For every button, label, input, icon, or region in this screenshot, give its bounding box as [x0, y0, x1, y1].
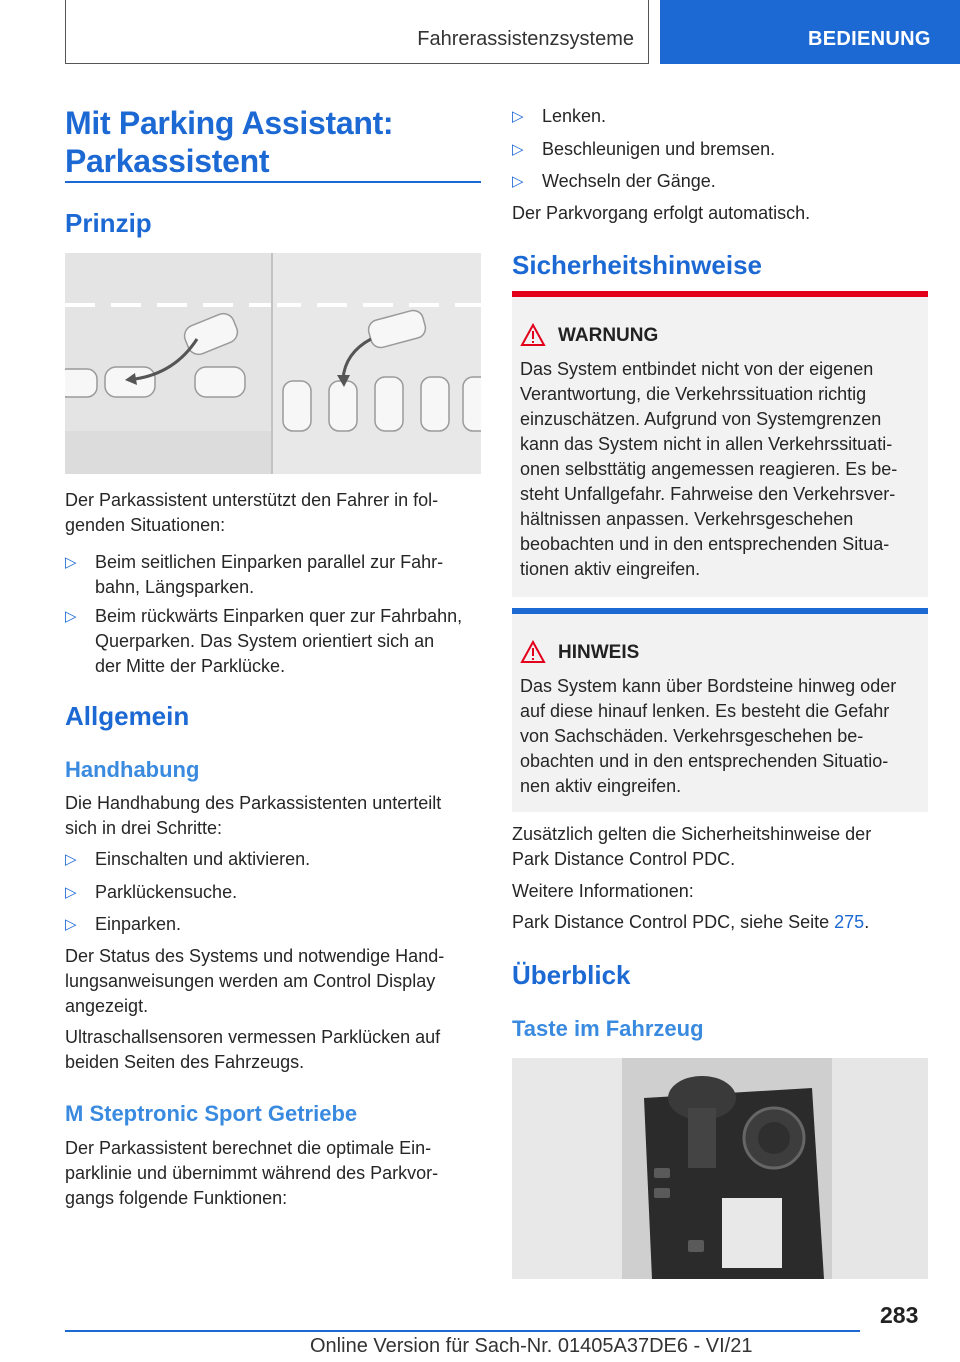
- center-console-photo: [512, 1058, 928, 1279]
- bullet-triangle-icon: ▷: [65, 884, 77, 901]
- footer-rule: [65, 1330, 860, 1332]
- prinzip-intro-line: Der Parkassistent unterstützt den Fahrer in fol-: [65, 490, 439, 510]
- auto-text: Der Parkvorgang erfolgt automatisch.: [512, 203, 811, 223]
- bullet-triangle-icon: ▷: [512, 141, 524, 158]
- list-item-text: Beim rückwärts Einparken quer zur Fahrbahn,: [95, 606, 463, 626]
- heading-handhabung: Handhabung: [65, 757, 200, 782]
- weitere-info: Weitere Informationen:: [512, 881, 694, 901]
- steptronic-text-line: gangs folgende Funktionen:: [65, 1188, 288, 1208]
- notice-label: [520, 642, 639, 664]
- header-chapter-title: Fahrerassistenzsysteme: [417, 28, 634, 50]
- handhabung-status: [65, 944, 485, 1019]
- handhabung-intro-line: Die Handhabung des Parkassistenten unterteilt: [65, 793, 442, 813]
- page-number: 283: [880, 1302, 919, 1328]
- bullet-triangle-icon: ▷: [65, 554, 77, 571]
- list-item: [512, 169, 928, 194]
- notice-text-line: obachten und in den entsprechenden Situatio-: [520, 751, 889, 771]
- warning-label-text: WARNUNG: [558, 325, 659, 346]
- heading-taste: Taste im Fahrzeug: [512, 1016, 704, 1041]
- list-item-text: Beschleunigen und bremsen.: [542, 139, 776, 159]
- notice-label-text: HINWEIS: [558, 642, 640, 663]
- chapter-title-line1: Mit Parking Assistant:: [65, 105, 394, 141]
- center-console-graphic: [512, 1058, 928, 1279]
- list-item-text: Einschalten und aktivieren.: [95, 849, 311, 869]
- warning-text-line: einzuschätzen. Aufgrund von Systemgrenzen: [520, 409, 882, 429]
- warning-text-line: beobachten und in den entsprechenden Situa-: [520, 534, 890, 554]
- handhabung-ultraschall: [65, 1025, 485, 1075]
- warning-text-line: steht Unfallgefahr. Fahrweise den Verkehrsver-: [520, 484, 896, 504]
- page-link[interactable]: 275: [834, 912, 865, 932]
- bullet-triangle-icon: ▷: [65, 916, 77, 933]
- heading-allgemein: Allgemein: [65, 701, 190, 731]
- list-item-text: Beim seitlichen Einparken parallel zur Fahr-: [95, 552, 444, 572]
- warning-text-line: onen selbsttätig angemessen reagieren. Es be-: [520, 459, 898, 479]
- zusatz-text-line: Zusätzlich gelten die Sicherheitshinweise der: [512, 824, 872, 844]
- notice-box: [512, 608, 928, 812]
- warning-text-line: Verantwortung, die Verkehrssituation richtig: [520, 384, 867, 404]
- zusatz-text: [512, 822, 928, 872]
- list-item-text: Lenken.: [542, 106, 607, 126]
- list-item-text: Wechseln der Gänge.: [542, 171, 716, 191]
- notice-triangle-icon: [520, 640, 546, 664]
- heading-ueberblick: Überblick: [512, 960, 631, 990]
- list-item-text: Querparken. Das System orientiert sich an: [95, 631, 435, 651]
- heading-sicherheitshinweise: Sicherheitshinweise: [512, 250, 762, 280]
- warning-text-line: hältnissen anpassen. Verkehrsgeschehen: [520, 509, 854, 529]
- handhabung-intro: [65, 791, 481, 841]
- warning-text-line: tionen aktiv eingreifen.: [520, 559, 701, 579]
- warning-triangle-icon: [520, 323, 546, 347]
- warning-text-line: Das System entbindet nicht von der eigenen: [520, 359, 874, 379]
- header-section-tab: [660, 0, 960, 64]
- parking-illustration: [65, 253, 481, 474]
- heading-steptronic: M Steptronic Sport Getriebe: [65, 1101, 358, 1126]
- list-item-text: Einparken.: [95, 914, 182, 934]
- chapter-title-rule: [65, 181, 481, 183]
- list-item-text: bahn, Längsparken.: [95, 577, 255, 597]
- list-item: [512, 137, 928, 162]
- prinzip-intro-line: genden Situationen:: [65, 515, 226, 535]
- footer-text: Online Version für Sach-Nr. 01405A37DE6 - VI/21: [310, 1335, 753, 1357]
- prinzip-intro: [65, 488, 481, 538]
- warning-text: [520, 357, 924, 582]
- list-item-text: der Mitte der Parklücke.: [95, 656, 286, 676]
- chapter-title-line2: Parkassistent: [65, 143, 270, 179]
- handhabung-ultraschall-line: Ultraschallsensoren vermessen Parklücken auf: [65, 1027, 441, 1047]
- cross-reference-end: .: [864, 912, 870, 932]
- list-item: [65, 550, 485, 600]
- header-chapter-box: [65, 0, 649, 64]
- notice-text-line: nen aktiv eingreifen.: [520, 776, 682, 796]
- handhabung-status-line: Der Status des Systems und notwendige Hand-: [65, 946, 445, 966]
- parking-illustration-graphic: [65, 253, 481, 474]
- chapter-title: [65, 104, 481, 180]
- handhabung-status-line: lungsanweisungen werden am Control Display: [65, 971, 436, 991]
- steptronic-text-line: Der Parkassistent berechnet die optimale Ein-: [65, 1138, 432, 1158]
- notice-text-line: Das System kann über Bordsteine hinweg oder: [520, 676, 897, 696]
- warning-label: [520, 325, 658, 347]
- warning-text-line: kann das System nicht in allen Verkehrssituati-: [520, 434, 893, 454]
- bullet-triangle-icon: ▷: [65, 851, 77, 868]
- notice-text: [520, 674, 924, 799]
- list-item: [512, 104, 928, 129]
- header-section-label: BEDIENUNG: [808, 28, 931, 50]
- heading-prinzip: Prinzip: [65, 208, 152, 238]
- list-item: [65, 880, 481, 905]
- bullet-triangle-icon: ▷: [512, 173, 524, 190]
- handhabung-status-line: angezeigt.: [65, 996, 149, 1016]
- list-item: [65, 912, 481, 937]
- handhabung-intro-line: sich in drei Schritte:: [65, 818, 223, 838]
- bullet-triangle-icon: ▷: [512, 108, 524, 125]
- notice-text-line: auf diese hinauf lenken. Es besteht die Gefahr: [520, 701, 890, 721]
- steptronic-text-line: parklinie und übernimmt während des Parkvor-: [65, 1163, 439, 1183]
- handhabung-ultraschall-line: beiden Seiten des Fahrzeugs.: [65, 1052, 305, 1072]
- bullet-triangle-icon: ▷: [65, 608, 77, 625]
- cross-reference-text: Park Distance Control PDC, siehe Seite: [512, 912, 835, 932]
- notice-text-line: von Sachschäden. Verkehrsgeschehen be-: [520, 726, 864, 746]
- warning-box: [512, 291, 928, 597]
- zusatz-text-line: Park Distance Control PDC.: [512, 849, 736, 869]
- cross-reference: [512, 910, 928, 935]
- list-item: [65, 847, 481, 872]
- steptronic-text: [65, 1136, 485, 1211]
- list-item-text: Parklückensuche.: [95, 882, 238, 902]
- list-item: [65, 604, 485, 679]
